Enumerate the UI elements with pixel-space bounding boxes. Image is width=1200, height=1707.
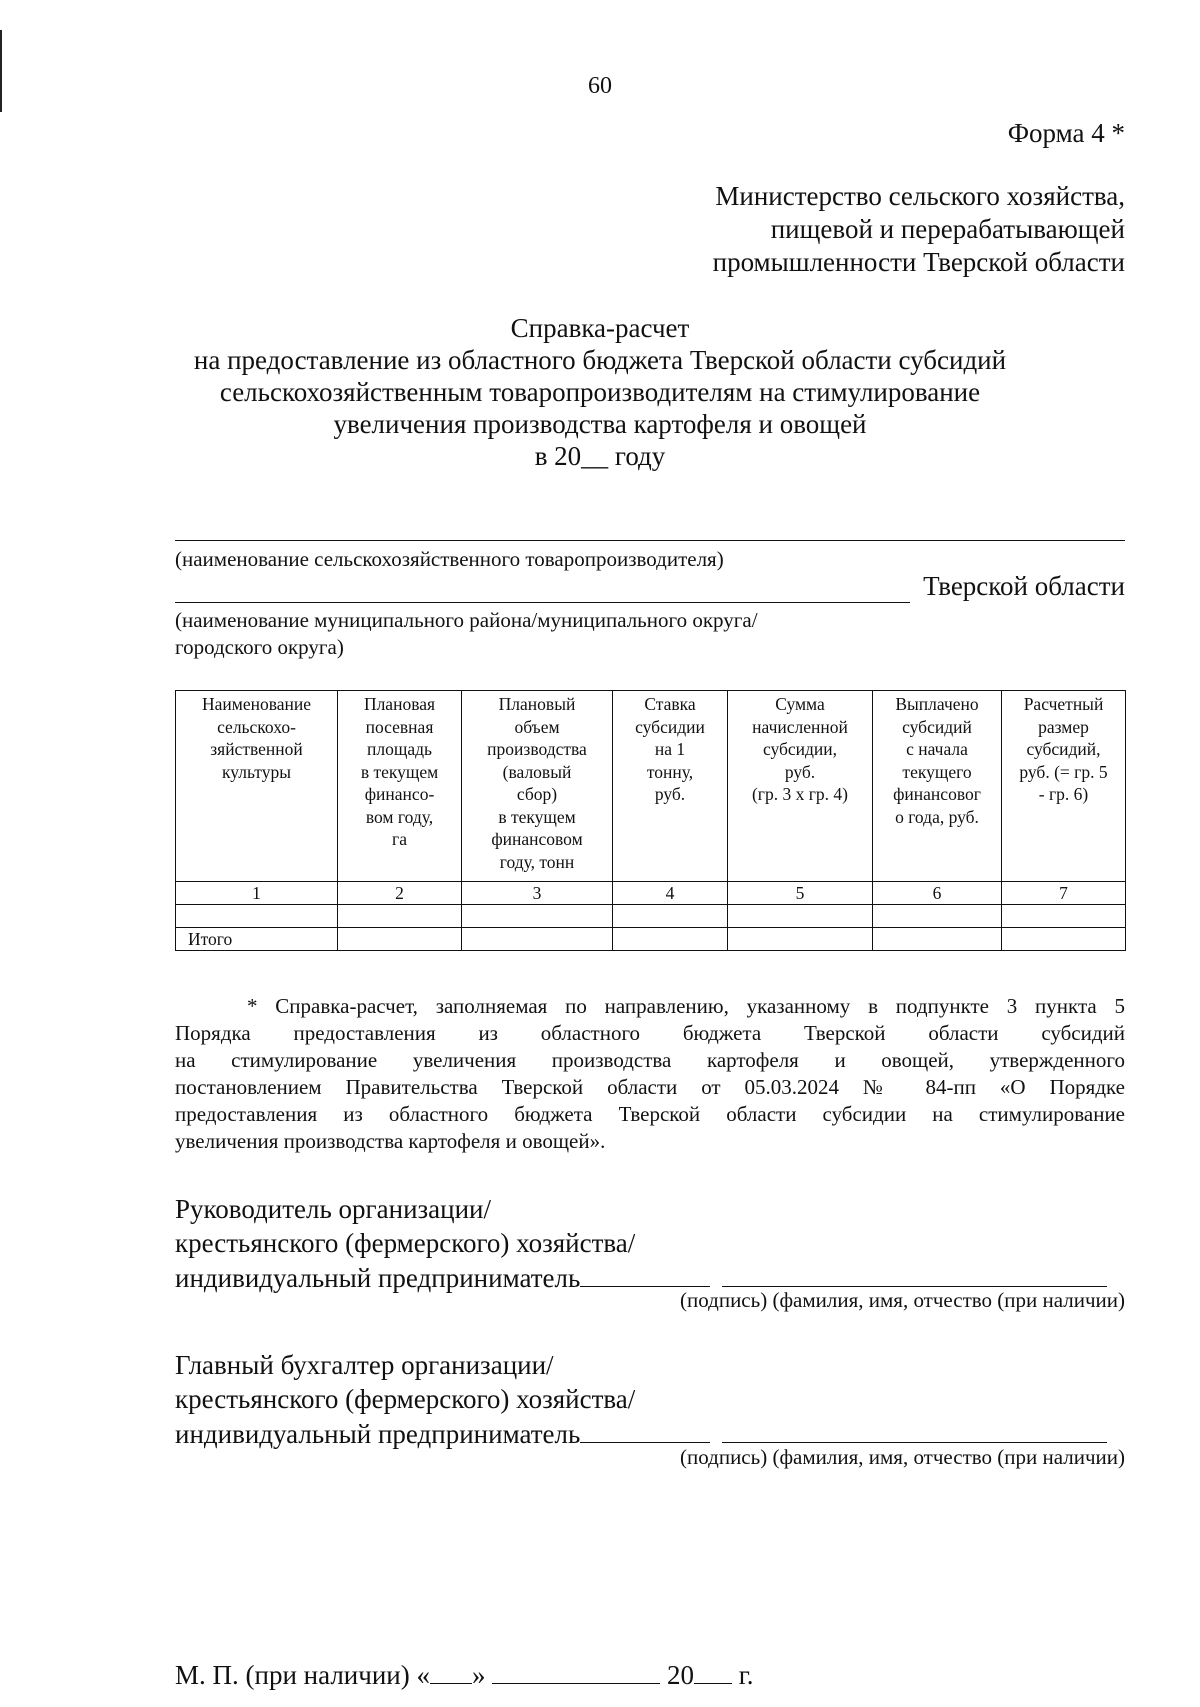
footnote-line: постановлением Правительства Тверской области от 05.03.2024 № 84-пп «О Порядке: [175, 1075, 1125, 1099]
table-cell[interactable]: [613, 905, 728, 928]
column-number: 3: [462, 882, 613, 905]
ministry-line: Министерство сельского хозяйства,: [715, 181, 1125, 211]
document-title: [0, 312, 1200, 472]
calculation-table: [175, 690, 1126, 951]
title-line: Справка-расчет: [510, 313, 690, 343]
table-cell[interactable]: [176, 905, 338, 928]
ministry-line: пищевой и перерабатывающей: [770, 214, 1125, 244]
title-line: на предоставление из областного бюджета Тверской области субсидий: [193, 345, 1007, 375]
accountant-signature-block: [175, 1348, 1107, 1451]
table-cell[interactable]: [728, 928, 873, 951]
form-label: Форма 4 *: [1007, 118, 1125, 148]
header-culture: Наименование сельскохо- зяйственной культуры: [176, 691, 338, 882]
header-planned-area: Плановая посевная площадь в текущем финансо- вом году, га: [338, 691, 462, 882]
head-signature-caption: (подпись) (фамилия, имя, отчество (при наличии): [680, 1288, 1125, 1312]
year-prefix: 20: [666, 1660, 694, 1690]
page-number: 60: [588, 73, 612, 99]
table-cell[interactable]: [462, 928, 613, 951]
column-number: 7: [1002, 882, 1126, 905]
year-field[interactable]: [694, 1657, 732, 1684]
footnote-line: Порядка предоставления из областного бюджета Тверской области субсидий: [175, 1021, 1125, 1045]
region-suffix: Тверской области: [923, 571, 1125, 601]
column-number: 5: [728, 882, 873, 905]
column-number: 2: [338, 882, 462, 905]
head-signature-field[interactable]: [580, 1260, 710, 1287]
accountant-fullname-field[interactable]: [722, 1416, 1107, 1443]
producer-name-line[interactable]: [175, 540, 1125, 541]
head-signature-block: [175, 1192, 1107, 1295]
ministry-addressee: [713, 180, 1125, 279]
table-row: [176, 905, 1126, 928]
title-line: в 20__ году: [534, 441, 666, 471]
producer-caption: (наименование сельскохозяйственного товаропроизводителя): [175, 547, 724, 571]
municipality-name-line[interactable]: [175, 602, 910, 603]
ministry-line: промышленности Тверской области: [712, 247, 1125, 277]
footnote-line: на стимулирование увеличения производства картофеля и овощей, утвержденного: [175, 1048, 1125, 1072]
day-field[interactable]: [430, 1657, 472, 1684]
header-subsidy-rate: Ставка субсидии на 1 тонну, руб.: [613, 691, 728, 882]
stamp-label: М. П. (при наличии) «: [175, 1660, 430, 1690]
close-quote: »: [471, 1660, 486, 1690]
accountant-signature-caption: (подпись) (фамилия, имя, отчество (при наличии): [680, 1445, 1125, 1469]
head-fullname-field[interactable]: [722, 1260, 1107, 1287]
title-line: увеличения производства картофеля и овощей: [333, 409, 867, 439]
table-cell[interactable]: [728, 905, 873, 928]
head-signature-line: индивидуальный предприниматель: [175, 1263, 581, 1293]
year-suffix: г.: [738, 1660, 754, 1690]
total-label: Итого: [176, 928, 338, 951]
header-accrued-amount: Сумма начисленной субсидии, руб. (гр. 3 х гр. 4): [728, 691, 873, 882]
column-number: 1: [176, 882, 338, 905]
column-number-row: [176, 882, 1126, 905]
table-cell[interactable]: [1002, 928, 1126, 951]
month-field[interactable]: [492, 1657, 660, 1684]
municipality-caption-line1: (наименование муниципального района/муниципального округа/: [175, 608, 758, 632]
table-cell[interactable]: [462, 905, 613, 928]
head-signature-line: Руководитель организации/: [175, 1194, 492, 1224]
header-calculated-amount: Расчетный размер субсидий, руб. (= гр. 5 - гр. 6): [1002, 691, 1126, 882]
head-signature-line: крестьянского (фермерского) хозяйства/: [175, 1228, 636, 1258]
table-cell[interactable]: [1002, 905, 1126, 928]
footnote-line: предоставления из областного бюджета Тверской области субсидии на стимулирование: [175, 1102, 1125, 1126]
table-cell[interactable]: [338, 928, 462, 951]
column-number: 4: [613, 882, 728, 905]
accountant-signature-line: крестьянского (фермерского) хозяйства/: [175, 1384, 636, 1414]
title-line: сельскохозяйственным товаропроизводителям на стимулирование: [219, 377, 981, 407]
header-paid-amount: Выплачено субсидий с начала текущего финансовог о года, руб.: [873, 691, 1002, 882]
column-number: 6: [873, 882, 1002, 905]
table-cell[interactable]: [873, 928, 1002, 951]
accountant-signature-line: Главный бухгалтер организации/: [175, 1350, 554, 1380]
footnote-line: увеличения производства картофеля и овощей».: [175, 1129, 606, 1153]
accountant-signature-field[interactable]: [580, 1416, 710, 1443]
accountant-signature-line: индивидуальный предприниматель: [175, 1419, 581, 1449]
footnote-line: * Справка-расчет, заполняемая по направлению, указанному в подпункте 3 пункта 5: [247, 994, 1125, 1018]
table-header-row: [176, 691, 1126, 882]
table-cell[interactable]: [613, 928, 728, 951]
stamp-date-line: [175, 1657, 754, 1691]
municipality-caption-line2: городского округа): [175, 635, 344, 659]
total-row: [176, 928, 1126, 951]
footnote: [175, 993, 1125, 1155]
table-cell[interactable]: [873, 905, 1002, 928]
table-cell[interactable]: [338, 905, 462, 928]
header-planned-volume: Плановый объем производства (валовый сбор) в текущем финансовом году, тонн: [462, 691, 613, 882]
